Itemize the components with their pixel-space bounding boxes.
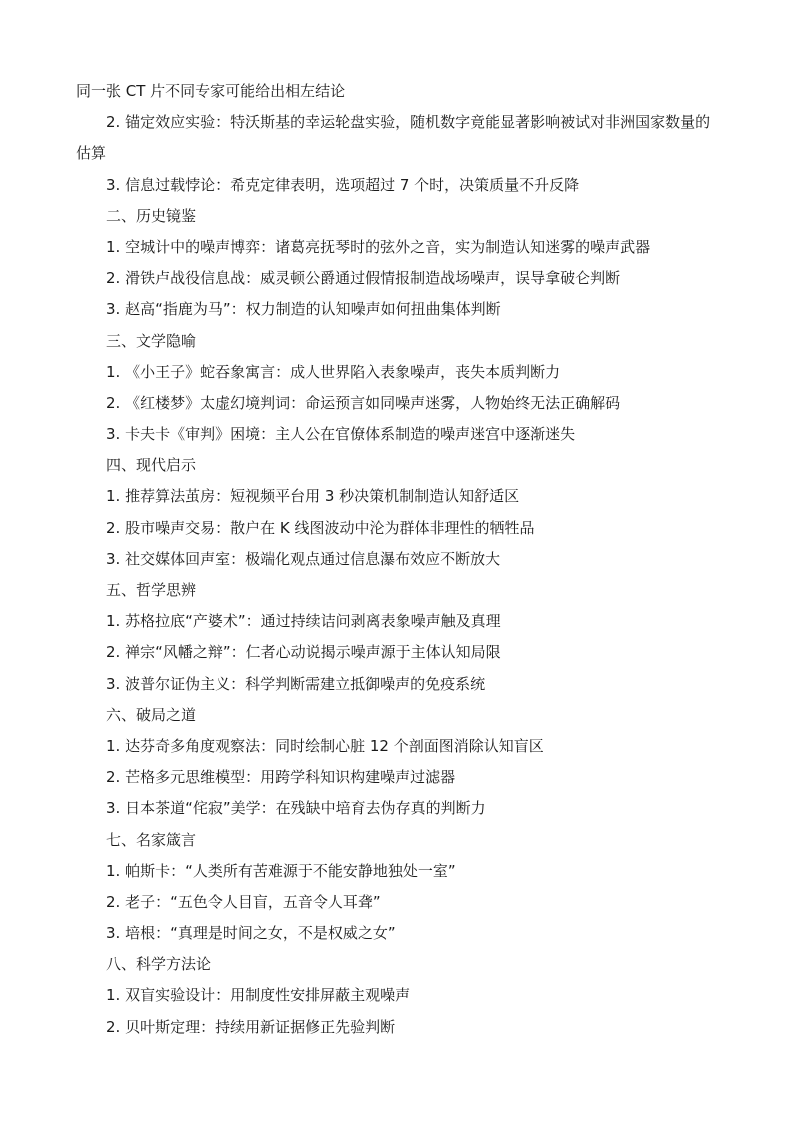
list-item: 1. 达芬奇多角度观察法：同时绘制心脏 12 个剖面图消除认知盲区 [106,736,544,755]
list-item: 2. 老子：“五色令人目盲，五音令人耳聋” [106,892,381,911]
paragraph-continuation: 同一张 CT 片不同专家可能给出相左结论 [76,82,346,100]
section-heading: 三、文学隐喻 [106,331,197,350]
list-item: 3. 波普尔证伪主义：科学判断需建立抵御噪声的免疫系统 [106,674,486,693]
list-item: 3. 赵高“指鹿为马”：权力制造的认知噪声如何扭曲集体判断 [106,300,501,319]
list-item: 2. 股市噪声交易：散户在 K 线图波动中沦为群体非理性的牺牲品 [106,518,535,537]
section-heading: 六、破局之道 [106,705,197,724]
list-item: 3. 日本茶道“侘寂”美学：在残缺中培育去伪存真的判断力 [106,799,486,818]
list-item: 3. 信息过载悖论：希克定律表明，选项超过 7 个时，决策质量不升反降 [106,175,580,194]
section-heading: 七、名家箴言 [106,830,197,849]
list-item: 1. 空城计中的噪声博弈：诸葛亮抚琴时的弦外之音，实为制造认知迷雾的噪声武器 [106,237,651,256]
section-heading: 四、现代启示 [106,456,197,475]
list-item: 1. 推荐算法茧房：短视频平台用 3 秒决策机制制造认知舒适区 [106,487,520,506]
list-item: 2. 锚定效应实验：特沃斯基的幸运轮盘实验，随机数字竟能显著影响被试对非洲国家数量的估算 [76,113,711,163]
list-item: 2. 滑铁卢战役信息战：威灵顿公爵通过假情报制造战场噪声，误导拿破仑判断 [106,269,621,288]
section-heading: 八、科学方法论 [106,955,212,974]
list-item: 1. 苏格拉底“产婆术”：通过持续诘问剥离表象噪声触及真理 [106,612,501,631]
list-item: 2. 贝叶斯定理：持续用新证据修正先验判断 [106,1017,396,1036]
list-item: 3. 卡夫卡《审判》困境：主人公在官僚体系制造的噪声迷宫中逐渐迷失 [106,425,576,444]
list-item: 2. 《红楼梦》太虚幻境判词：命运预言如同噪声迷雾，人物始终无法正确解码 [106,393,621,412]
list-item: 1. 帕斯卡：“人类所有苦难源于不能安静地独处一室” [106,861,456,880]
list-item: 3. 培根：“真理是时间之女，不是权威之女” [106,924,396,943]
list-item: 2. 芒格多元思维模型：用跨学科知识构建噪声过滤器 [106,768,456,787]
list-item: 3. 社交媒体回声室：极端化观点通过信息瀑布效应不断放大 [106,549,501,568]
document-body [76,76,720,1043]
list-item: 1. 《小王子》蛇吞象寓言：成人世界陷入表象噪声，丧失本质判断力 [106,362,561,381]
list-item: 1. 双盲实验设计：用制度性安排屏蔽主观噪声 [106,986,411,1005]
section-heading: 五、哲学思辨 [106,581,197,600]
section-heading: 二、历史镜鉴 [106,206,197,225]
list-item: 2. 禅宗“风幡之辩”：仁者心动说揭示噪声源于主体认知局限 [106,643,501,662]
